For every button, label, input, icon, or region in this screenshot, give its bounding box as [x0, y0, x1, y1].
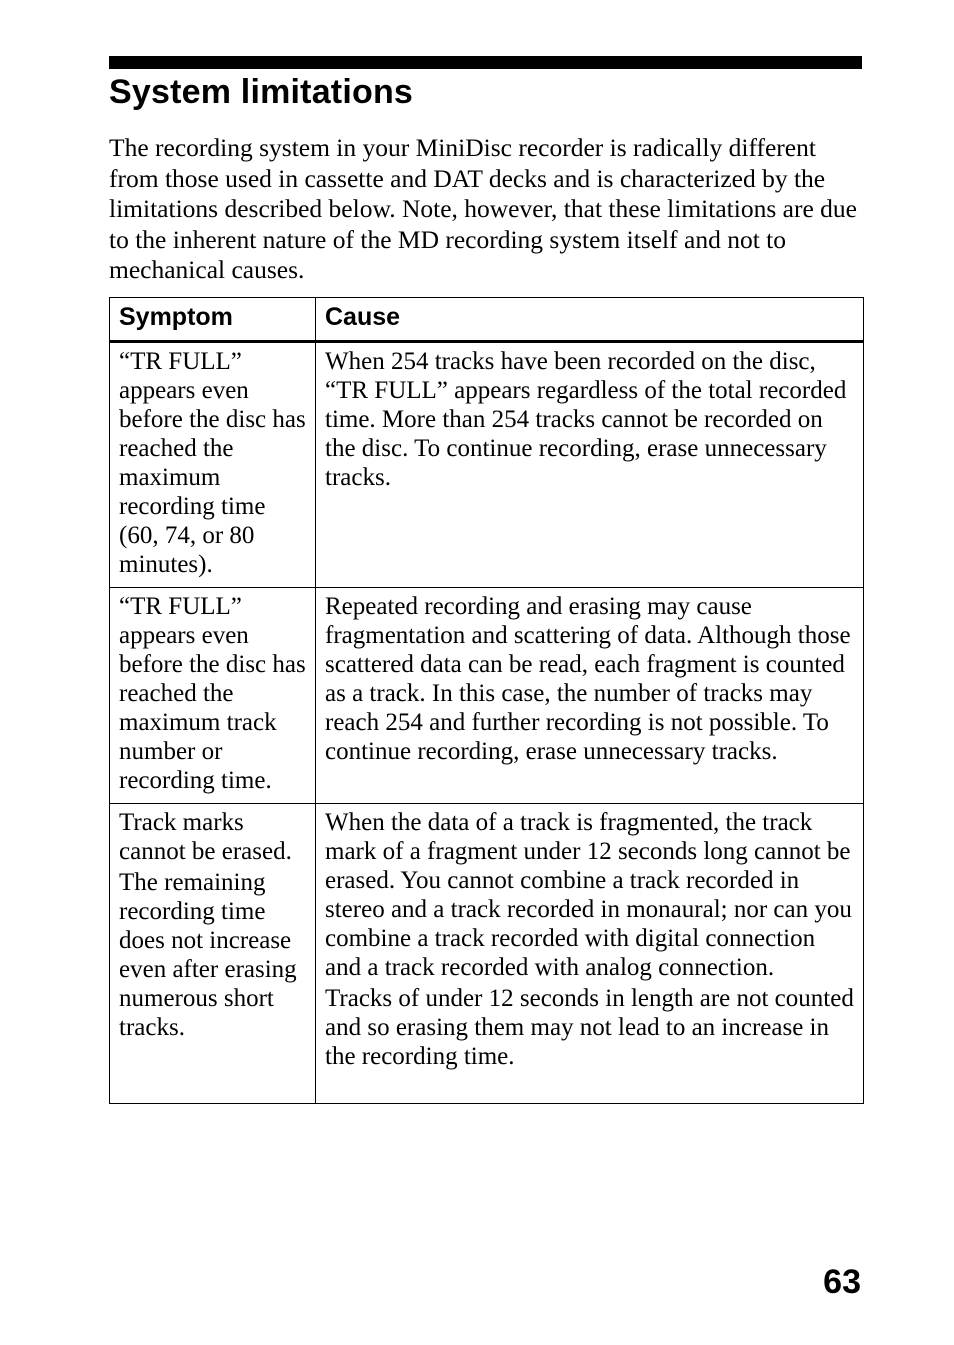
cause-cell [316, 342, 864, 588]
cause-text: Tracks of under 12 seconds in length are not counted and so erasing them may not lead to an increase in the recording time. [325, 985, 854, 1070]
table-row [110, 342, 864, 588]
table-header-row [110, 298, 864, 342]
cause-header: Cause [316, 298, 864, 342]
symptom-text: “TR FULL” appears even before the disc has reached the maximum recording time (60, 74, or 80 minutes). [119, 348, 306, 578]
table-row [110, 804, 864, 1104]
top-rule [109, 56, 862, 69]
symptom-cell [110, 588, 316, 804]
section-title: System limitations [109, 73, 414, 111]
symptom-text: The remaining recording time does not increase even after erasing numerous short tracks. [119, 869, 297, 1041]
symptom-cell [110, 342, 316, 588]
page-number: 63 [823, 1263, 861, 1301]
cause-text: When 254 tracks have been recorded on the disc, “TR FULL” appears regardless of the total recorded time. More than 254 tracks cannot be recorded on the disc. To continue recording, erase unnecessary tracks. [325, 348, 847, 491]
cause-text: Repeated recording and erasing may cause fragmentation and scattering of data. Although those scattered data can be read, each fragment is counted as a track. In this case, the number of tracks may reach 254 and further recording is not possible. To continue recording, erase unnecessary tracks. [325, 593, 851, 765]
table-row [110, 588, 864, 804]
symptom-text: “TR FULL” appears even before the disc has reached the maximum track number or recording time. [119, 593, 306, 794]
intro-paragraph: The recording system in your MiniDisc recorder is radically different from those used in cassette and DAT decks and is characterized by the limitations described below. Note, however, that these limitations are due to the inherent nature of the MD recording system itself and not to mechanical causes. [109, 133, 857, 284]
symptom-text: Track marks cannot be erased. [119, 809, 292, 865]
cause-cell [316, 588, 864, 804]
cause-text: When the data of a track is fragmented, the track mark of a fragment under 12 seconds long cannot be erased. You cannot combine a track recorded in stereo and a track recorded in monaural; nor can you combine a track recorded with digital connection and a track recorded with analog connection. [325, 809, 852, 981]
cause-cell [316, 804, 864, 1104]
symptom-cell [110, 804, 316, 1104]
limitations-table [109, 297, 864, 1104]
symptom-header: Symptom [110, 298, 316, 342]
